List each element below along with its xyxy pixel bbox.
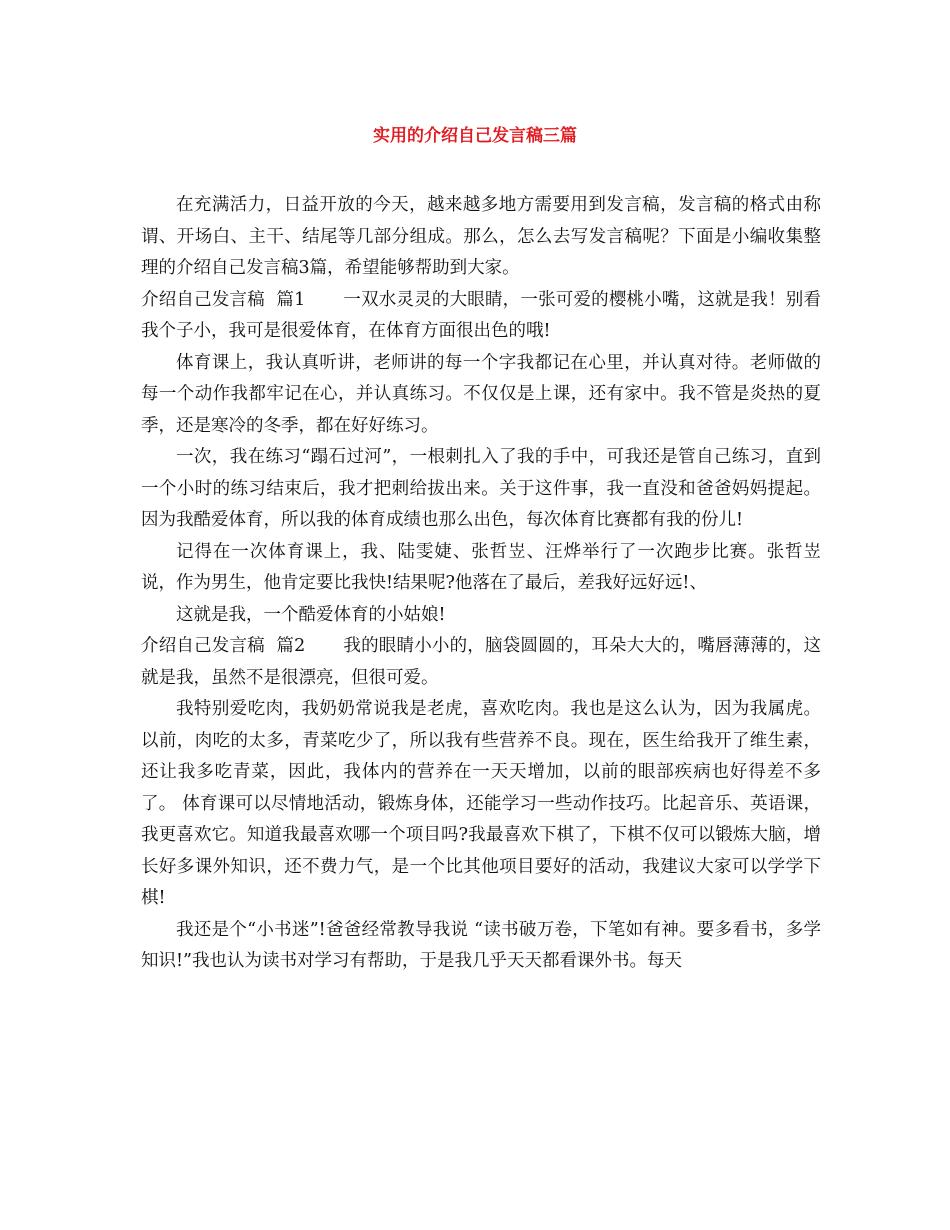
section-1-paragraph: 这就是我，一个酷爱体育的小姑娘! — [176, 604, 446, 625]
intro-paragraph: 在充满活力，日益开放的今天，越来越多地方需要用到发言稿，发言稿的格式由称谓、开场白、主干、结尾等几部分组成。那么，怎么去写发言稿呢？下面是小编收集整理的介绍自己发言稿3篇，希望能够帮助到大家。 — [141, 195, 821, 278]
document-title: 实用的介绍自己发言稿三篇 — [373, 126, 577, 146]
section-2-opening — [141, 631, 821, 694]
section-1-opening — [141, 285, 821, 348]
section-1-first-text: 一双水灵灵的大眼睛，一张可爱的樱桃小嘴，这就是我！别看我个子小，我可是很爱体育，在体育方面很出色的哦! — [141, 289, 821, 341]
section-1-paragraph: 记得在一次体育课上，我、陆雯婕、张哲岦、汪烨举行了一次跑步比赛。张哲岦说，作为男生，他肯定要比我快!结果呢?他落在了最后，差我好远好远!、 — [141, 541, 821, 593]
section-2-paragraph: 我特别爱吃肉，我奶奶常说我是老虎，喜欢吃肉。我也是这么认为，因为我属虎。以前，肉吃的太多，青菜吃少了，所以我有些营养不良。现在，医生给我开了维生素，还让我多吃青菜，因此，我体内的营养在一天天增加，以前的眼部疾病也好得差不多了。 体育课可以尽情地活动，锻炼身体，还能学习一些动作技巧。比起音乐、英语课，我更喜欢它。知道我最喜欢哪一个项目吗?我最喜欢下棋了，下棋不仅可以锻炼大脑，增长好多课外知识，还不费力气，是一个比其他项目要好的活动，我建议大家可以学学下棋! — [141, 699, 821, 908]
section-1-paragraph: 体育课上，我认真听讲，老师讲的每一个字我都记在心里，并认真对待。老师做的每一个动作我都牢记在心，并认真练习。不仅仅是上课，还有家中。我不管是炎热的夏季，还是寒冷的冬季，都在好好练习。 — [141, 352, 821, 436]
section-2-paragraph: 我还是个“小书迷”!爸爸经常教导我说 “读书破万卷，下笔如有神。要多看书，多学知识!”我也认为读书对学习有帮助，于是我几乎天天都看课外书。每天 — [141, 919, 821, 971]
section-1-heading: 介绍自己发言稿 篇1 — [141, 289, 306, 310]
document-body — [141, 190, 821, 978]
section-2-heading: 介绍自己发言稿 篇2 — [141, 636, 306, 656]
section-2-first-text: 我的眼睛小小的，脑袋圆圆的，耳朵大大的，嘴唇薄薄的，这就是我，虽然不是很漂亮，但很可爱。 — [141, 636, 821, 688]
section-1-paragraph: 一次，我在练习“蹋石过河”，一根刺扎入了我的手中，可我还是管自己练习，直到一个小时的练习结束后，我才把刺给拔出来。关于这件事，我一直没和爸爸妈妈提起。 因为我酷爱体育，所以我的体育成绩也那么出色，每次体育比赛都有我的份儿! — [141, 447, 821, 530]
